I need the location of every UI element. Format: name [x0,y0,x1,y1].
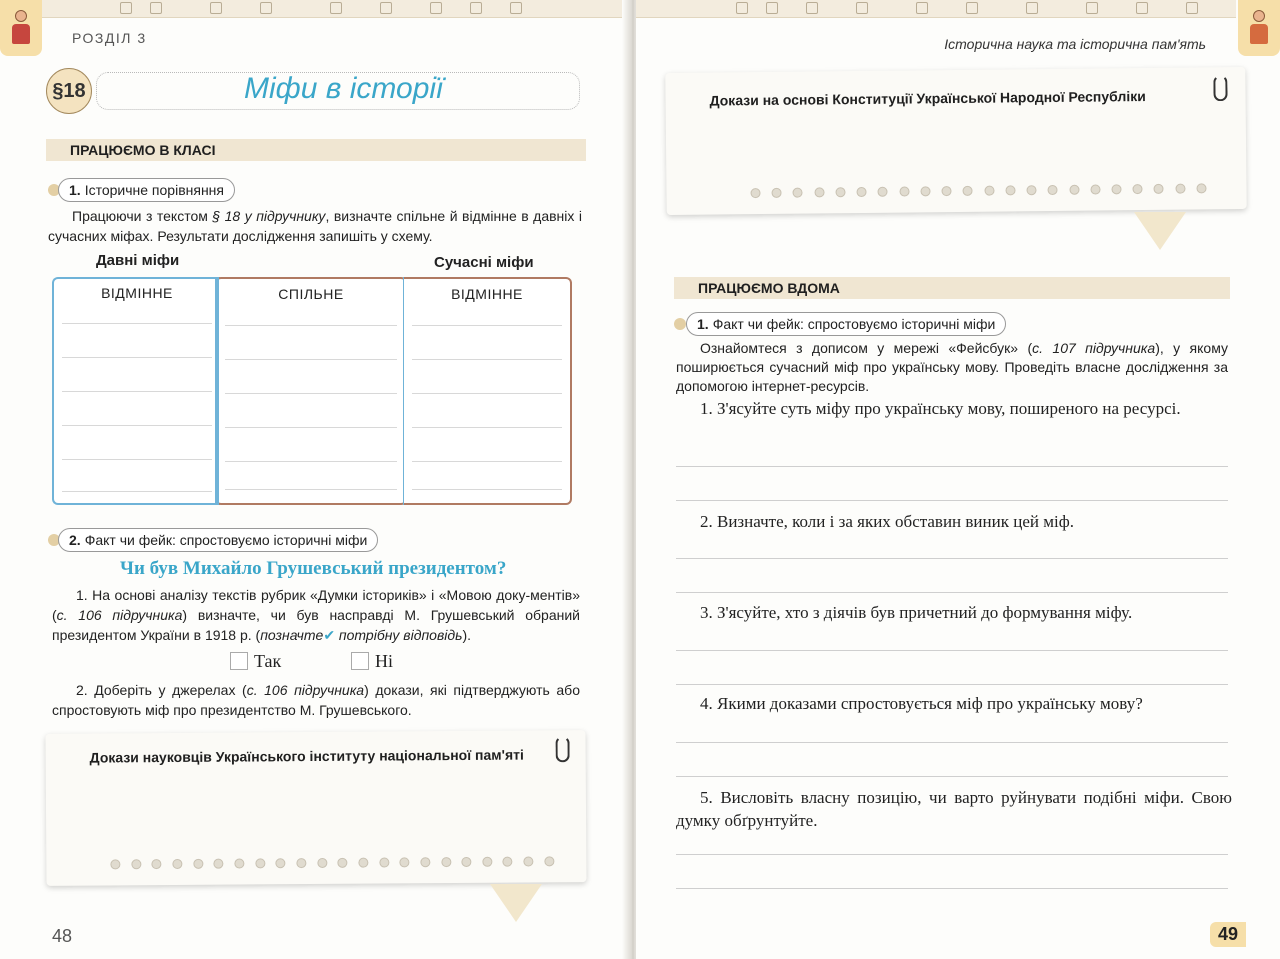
task-1-pill [58,178,235,202]
scheme-column-different-ancient[interactable] [52,277,220,505]
answer-line[interactable] [676,500,1228,501]
task-2-question-1: 1. На основі аналізу текстів рубрик «Думки істориків» і «Мовою доку-ментів» (с. 106 підручника) визначте, чи був насправді М. Грушевський обраний президентом України в 1918 р. (позначте✔ потрібну відповідь). [52,587,580,643]
checkmark-icon: ✔ [323,627,336,643]
answer-line[interactable] [676,888,1228,889]
scheme-column-different-modern[interactable] [404,277,572,505]
scheme-column-common[interactable] [215,277,407,505]
evidence-note-header: Докази на основі Конституції Української Народної Республіки [709,88,1146,109]
answer-line[interactable] [676,742,1228,743]
task-2-pill [58,528,378,552]
task-1-number: 1. [69,182,81,198]
historian-figure-icon [0,0,42,56]
paperclip-icon [1213,75,1227,101]
task-1-label: Історичне порівняння [84,182,224,198]
question-heading: Чи був Михайло Грушевський президентом? [120,558,507,579]
paperclip-icon [556,736,570,762]
home-question-3: 3. З'ясуйте, хто з діячів був причетний до формування міфу. [700,603,1133,622]
home-task-1-pill [686,312,1006,336]
page-number-right: 49 [1210,922,1246,947]
speech-tail [490,884,542,922]
answer-line[interactable] [676,854,1228,855]
task-2-label: Факт чи фейк: спростовуємо історичні міфи [84,532,368,548]
option-yes-label: Так [254,651,282,671]
left-page [0,0,630,959]
decorative-top-strip [636,0,1236,18]
section-label: РОЗДІЛ 3 [72,30,147,46]
scheme-col-label: СПІЛЬНЕ [278,286,344,302]
scheme-head-modern: Сучасні міфи [434,254,534,271]
task-dot-icon [674,318,686,330]
scheme-head-ancient: Давні міфи [96,252,180,269]
option-no-label: Ні [375,651,393,671]
scheme-col-label: ВІДМІННЕ [101,285,173,301]
paragraph-badge: §18 [46,68,92,114]
speech-tail [1134,212,1186,250]
home-task-intro: Ознайомтеся з дописом у мережі «Фейсбук» (с. 107 підручника), у якому поширюється сучасний міф про українську мову. Проведіть власне дослідження за допомогою інтернет-ресурсів. [676,340,1228,394]
home-question-2: 2. Визначте, коли і за яких обставин виник цей міф. [700,512,1074,531]
answer-line[interactable] [676,650,1228,651]
page-number-left: 48 [52,926,73,946]
home-question-1: 1. З'ясуйте суть міфу про українську мову, поширеного на ресурсі. [700,399,1181,418]
paper-holes [750,183,1206,200]
home-task-1-label: Факт чи фейк: спростовуємо історичні міфи [712,316,996,332]
home-task-1-number: 1. [697,316,709,332]
evidence-note-header: Докази науковців Українського інституту національної пам'яті [89,746,524,766]
home-question-4: 4. Якими доказами спростовується міф про українську мову? [700,694,1143,713]
task-2-number: 2. [69,532,81,548]
answer-line[interactable] [676,776,1228,777]
home-question-5: 5. Висловіть власну позицію, чи варто руйнувати подібні міфи. Свою думку обґрунтуйте. [676,788,1232,830]
task-2-question-2: 2. Доберіть у джерелах (с. 106 підручника) докази, які підтверджують або спростовують міф про президентство М. Грушевського. [52,682,580,718]
historian-figure-icon [1238,0,1280,56]
task-1-instruction: Працюючи з текстом § 18 у підручнику, визначте спільне й відмінне в давніх і сучасних міфах. Результати дослідження запишіть у схему. [48,208,582,244]
answer-line[interactable] [676,684,1228,685]
evidence-note-institute[interactable] [45,730,586,886]
decorative-top-strip [0,0,630,18]
section-bar-class: ПРАЦЮЄМО В КЛАСІ [46,139,586,161]
running-head: Історична наука та історична пам'ять [944,36,1206,52]
answer-line[interactable] [676,592,1228,593]
evidence-note-constitution[interactable] [665,67,1246,215]
right-page [636,0,1280,959]
answer-line[interactable] [676,558,1228,559]
page-title: Міфи в історії [244,72,443,105]
answer-line[interactable] [676,466,1228,467]
section-bar-home: ПРАЦЮЄМО ВДОМА [674,277,1230,299]
checkbox-yes[interactable] [230,652,248,670]
scheme-col-label: ВІДМІННЕ [451,286,523,302]
paper-holes [110,856,554,871]
checkbox-no[interactable] [351,652,369,670]
